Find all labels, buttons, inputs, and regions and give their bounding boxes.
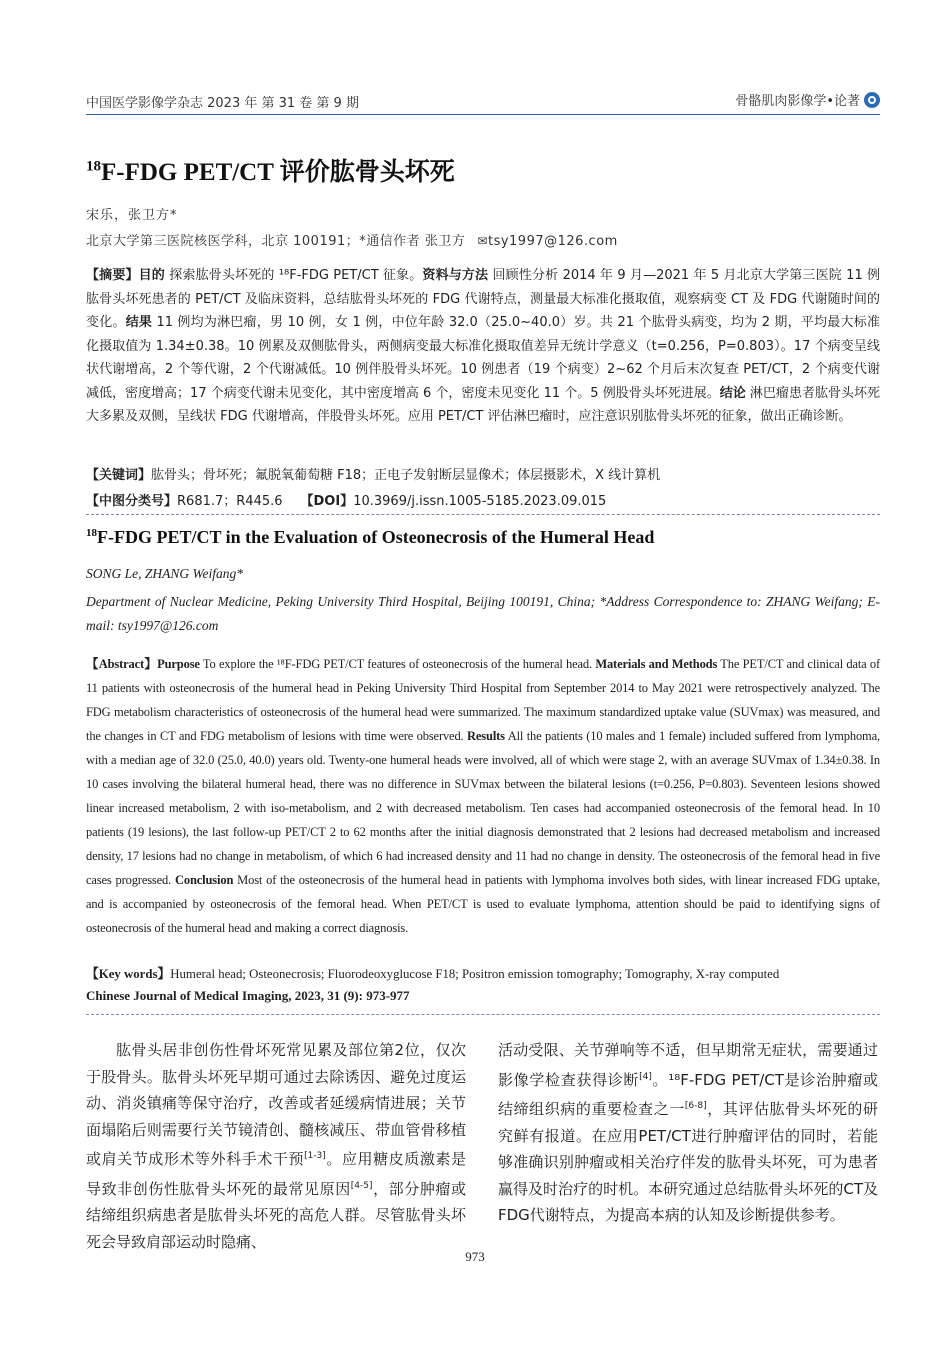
email-link[interactable]: tsy1997@126.com (487, 234, 618, 249)
purpose-label: 目的 (138, 268, 165, 283)
keywords-en (86, 963, 880, 982)
methods-label: 资料与方法 (422, 268, 489, 283)
classification (86, 490, 880, 509)
methods-text: 回顾性分析 2014 年 9 月—2021 年 5 月北京大学第三医院 11 例肱骨头坏死患者的 PET/CT 及临床资料，总结肱骨头坏死的 FDG 代谢特点，测量最大标准化摄取值，观察病变 CT 及 FDG 代谢随时间的变化。 (86, 268, 881, 330)
article-title (86, 152, 455, 188)
journal-issue: 中国医学影像学杂志 2023 年 第 31 卷 第 9 期 (86, 96, 359, 111)
section-text: 骨骼肌肉影像学•论著 (735, 94, 860, 109)
citation-ref[interactable]: [4] (639, 1071, 652, 1082)
purpose-text: 探索肱骨头坏死的 ¹⁸F-FDG PET/CT 征象。 (164, 268, 423, 283)
class-text: R681.7；R445.6 (177, 494, 283, 509)
isotope-sup-en: 18 (86, 527, 97, 539)
journal-logo-icon (864, 92, 880, 108)
body-right-2: 。¹⁸F-FDG PET/CT是诊治肿瘤或结缔组织病的重要检查之一 (498, 1070, 878, 1118)
body-right-3: ，其评估肱骨头坏死的研究鲜有报道。在应用PET/CT进行肿瘤评估的同时，若能够准确识别肿瘤或相关治疗伴发的肱骨头坏死，可为患者赢得及时治疗的时机。本研究通过总结肱骨头坏死的CT及FDG代谢特点，为提高本病的认知及诊断提供参考。 (498, 1100, 878, 1224)
methods-en-text: The PET/CT and clinical data of 11 patients with osteonecrosis of the humeral head in Peking University Third Hospital from September 2014 to May 2021 were retrospectively analyzed. The FDG metabolism characteristics of osteonecrosis of the humeral head were summarized. The maximum standardized uptake value (SUVmax) was measured, and the changes in CT and FDG metabolism of lesions with time were observed. (86, 657, 881, 743)
purpose-en-text: To explore the ¹⁸F-FDG PET/CT features of osteonecrosis of the humeral head. (199, 657, 596, 671)
body-column-right (498, 1037, 878, 1229)
results-text: 11 例均为淋巴瘤，男 10 例，女 1 例，中位年龄 32.0（25.0~40.0）岁。共 21 个肱骨头病变，均为 2 期，平均最大标准化摄取值为 1.34±0.38。10 例累及双侧肱骨头，两侧病变最大标准化摄取值差异无统计学意义（t=0.256，P=0.803）。17 个病变呈线状代谢增高，2 个等代谢，2 个代谢减低。10 例伴股骨头坏死。10 例患者（19 个病变）2~62 个月后末次复查 PET/CT，2 个病变代谢减低，密度增高；17 个病变代谢未见变化，其中密度增高 6 个，密度未见变化 11 个。5 例股骨头坏死进展。 (86, 315, 880, 401)
results-label: 结果 (125, 315, 153, 330)
body-left-3: ，部分肿瘤或结缔组织病患者是肱骨头坏死的高危人群。尽管肱骨头坏死会导致肩部运动时隐痛、 (86, 1179, 466, 1251)
page-number: 973 (465, 1249, 485, 1264)
citation-ref[interactable]: [6-8] (684, 1101, 707, 1111)
keywords-label: 【关键词】 (86, 468, 152, 483)
conclusion-text: 淋巴瘤患者肱骨头坏死大多累及双侧，呈线状 FDG 代谢增高，伴股骨头坏死。应用 PET/CT 评估淋巴瘤时，应注意识别肱骨头坏死的征象，做出正确诊断。 (86, 385, 880, 424)
affiliation (86, 230, 618, 249)
abstract-en-label: 【Abstract】 (86, 657, 158, 671)
body-right-1: 活动受限、关节弹响等不适，但早期常无症状，需要通过影像学检查获得诊断 (498, 1041, 878, 1089)
keywords-cn (86, 464, 880, 483)
purpose-en-label: Purpose (157, 657, 200, 671)
results-en-label: Results (467, 729, 505, 743)
running-header (86, 88, 880, 115)
divider (86, 514, 880, 515)
keywords-text: 肱骨头；骨坏死；氟脱氧葡萄糖 F18；正电子发射断层显像术；体层摄影术，X 线计算机 (151, 468, 661, 483)
mail-icon: ✉ (477, 234, 488, 248)
divider-2 (86, 1014, 880, 1015)
authors-en: SONG Le, ZHANG Weifang* (86, 566, 244, 581)
doi-text[interactable]: 10.3969/j.issn.1005-5185.2023.09.015 (353, 494, 607, 509)
citation-ref[interactable]: [4-5] (350, 1180, 373, 1191)
section-label (735, 90, 880, 109)
isotope-sup: 18 (86, 158, 101, 175)
methods-en-label: Materials and Methods (595, 657, 718, 671)
abstract-label: 【摘要】 (86, 268, 139, 283)
conclusion-label: 结论 (719, 385, 746, 401)
body-column-left (86, 1037, 466, 1255)
abstract-cn (86, 264, 880, 429)
results-en-text: All the patients (10 males and 1 female) included suffered from lymphoma, with a median age of 32.0 (25.0, 40.0) years old. Twenty-one humeral heads were involved, all of which were stage 2, with an average SUVmax of 1.34±0.38. In 10 cases involving the bilateral humeral head, there was no difference in SUVmax between the bilateral lesions (t=0.256, P=0.803). Seventeen lesions showed linear increased metabolism, 2 with iso-metabolism, and 2 with decreased metabolism. Ten cases had accompanied osteonecrosis of the femoral head. In 10 patients (19 lesions), the last follow-up PET/CT 2 to 62 months after the initial diagnosis demonstrated that 2 lesions had decreased metabolism and increased density, 17 lesions had no change in metabolism, of which 6 had increased density and 11 had no change in density. The osteonecrosis of the femoral head in five cases progressed. (86, 729, 880, 887)
keywords-en-label: 【Key words】 (86, 967, 171, 981)
affiliation-text: 北京大学第三医院核医学科，北京 100191；*通信作者 张卫方 (86, 234, 466, 249)
keywords-en-text: Humeral head; Osteonecrosis; Fluorodeoxyglucose F18; Positron emission tomography; Tomography, X-ray computed (170, 967, 780, 981)
title-en-text: F-FDG PET/CT in the Evaluation of Osteonecrosis of the Humeral Head (97, 527, 655, 547)
journal-citation: Chinese Journal of Medical Imaging, 2023, 31 (9): 973-977 (86, 988, 410, 1003)
class-label: 【中图分类号】 (86, 494, 178, 509)
affiliation-en: Department of Nuclear Medicine, Peking University Third Hospital, Beijing 100191, China; *Address Correspondence to: ZHANG Weifang; E-mail: tsy1997@126.com (86, 594, 880, 633)
conclusion-en-text: Most of the osteonecrosis of the humeral head in patients with lymphoma involves both sides, with linear increased FDG uptake, and is accompanied by osteonecrosis of the femoral head. When PET/CT is used to evaluate lymphoma, attention should be paid to identifying signs of osteonecrosis of the humeral head and making a correct diagnosis. (86, 873, 880, 935)
body-left-2: 。应用糖皮质激素是导致非创伤性肱骨头坏死的最常见原因 (86, 1150, 466, 1198)
citation-ref[interactable]: [1-3] (304, 1151, 326, 1161)
authors: 宋乐，张卫方* (86, 208, 178, 223)
abstract-en (86, 652, 880, 940)
body-left-1: 肱骨头居非创伤性骨坏死常见累及部位第2位，仅次于股骨头。肱骨头坏死早期可通过去除诱因、避免过度运动、消炎镇痛等保守治疗，改善或者延缓病情进展；关节面塌陷后则需要行关节镜清创、髓核减压、带血管骨移植或肩关节成形术等外科手术干预 (86, 1041, 466, 1168)
article-title-en (86, 527, 654, 548)
title-text: F-FDG PET/CT 评价肱骨头坏死 (101, 159, 455, 186)
conclusion-en-label: Conclusion (175, 873, 234, 887)
doi-label: 【DOI】 (300, 494, 354, 509)
